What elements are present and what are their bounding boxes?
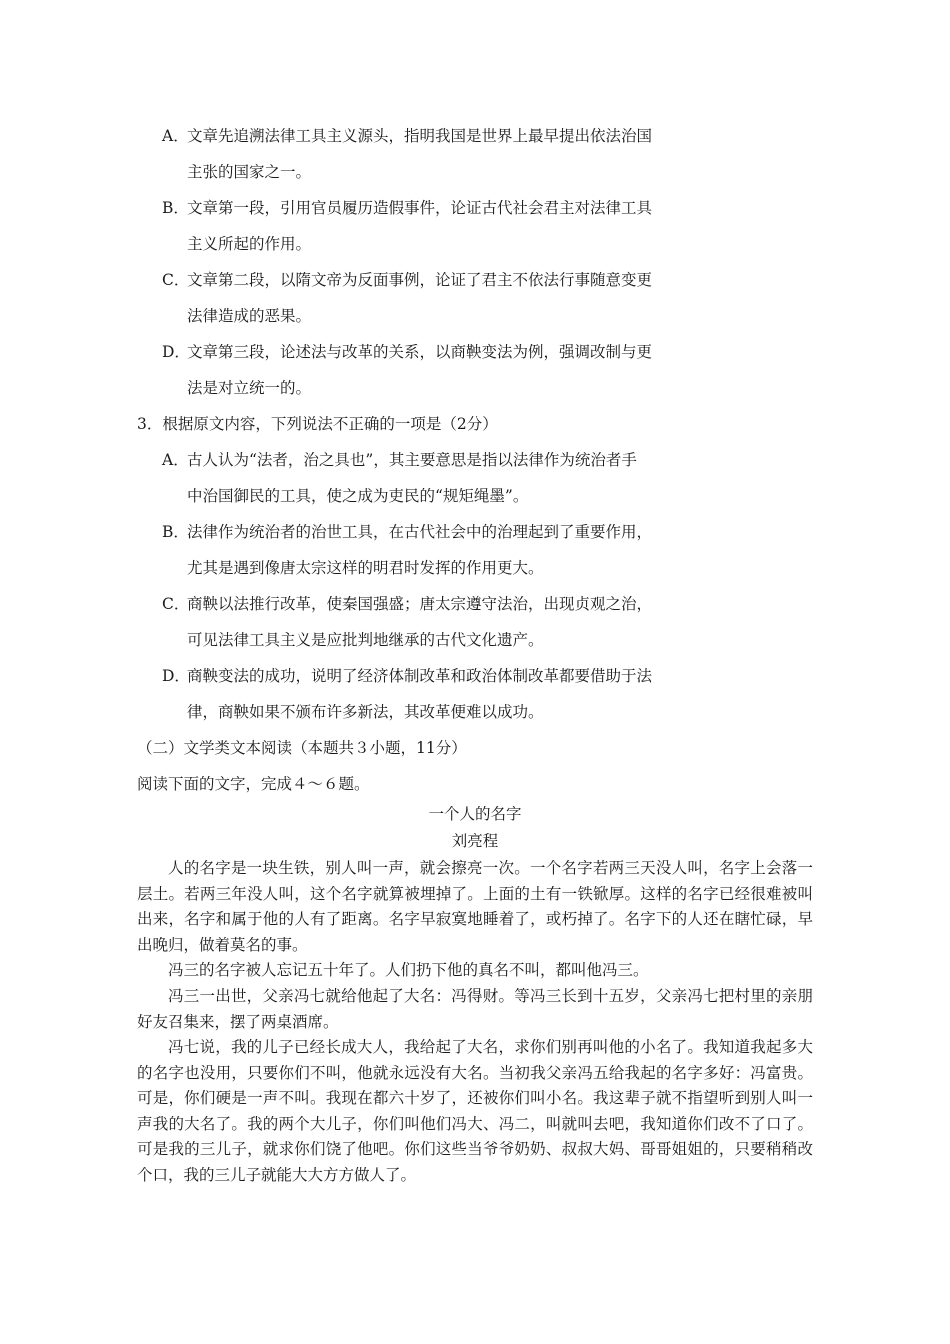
option-text: 商鞅变法的成功，说明了经济体制改革和政治体制改革都要借助于法 [187, 667, 653, 685]
article-author: 刘亮程 [451, 832, 499, 850]
option-text: 文章第一段，引用官员履历造假事件，论证古代社会君主对法律工具 [187, 199, 653, 217]
article-paragraph-3: 冯三一出世，父亲冯七就给他起了大名：冯得财。等冯三长到十五岁，父亲冯七把村里的亲朋好友召集来，摆了两桌酒席。 [137, 987, 813, 1031]
option-label: A． [162, 127, 189, 145]
option-text: 文章第二段，以隋文帝为反面事例，论证了君主不依法行事随意变更 [187, 271, 653, 289]
option-label: B． [162, 523, 189, 541]
article-paragraph-4: 冯七说，我的儿子已经长成大人，我给起了大名，求你们别再叫他的小名了。我知道我起多大的名字也没用，只要你们不叫，他就永远没有大名。当初我父亲冯五给我起的名字多好：冯富贵。可是，你们硬是一声不叫。我现在都六十岁了，还被你们叫小名。我这辈子就不指望听到别人叫一声我的大名了。我的两个大儿子，你们叫他们冯大、冯二，叫就叫去吧，我知道你们改不了口了。可是我的三儿子，就求你们饶了他吧。你们这些当爷爷奶奶、叔叔大妈、哥哥姐姐的，只要稍稍改个口，我的三儿子就能大大方方做人了。 [137, 1038, 813, 1184]
option-label: D． [162, 667, 190, 685]
option-label: C． [162, 595, 190, 613]
option-text-cont: 主义所起的作用。 [187, 235, 312, 253]
option-label: C． [162, 271, 190, 289]
option-text-cont: 尤其是遇到像唐太宗这样的明君时发挥的作用更大。 [187, 559, 544, 577]
option-text: 法律作为统治者的治世工具，在古代社会中的治理起到了重要作用， [187, 523, 653, 541]
article-paragraph-1: 人的名字是一块生铁，别人叫一声，就会擦亮一次。一个名字若两三天没人叫，名字上会落一层土。若两三年没人叫，这个名字就算被埋掉了。上面的土有一铁锨厚。这样的名字已经很难被叫出来，名字和属于他的人有了距离。名字早寂寞地睡着了，或朽掉了。名字下的人还在瞎忙碌，早出晚归，做着莫名的事。 [137, 859, 813, 954]
option-label: A． [162, 451, 189, 469]
option-label: B． [162, 199, 189, 217]
option-text-cont: 中治国御民的工具，使之成为吏民的“规矩绳墨”。 [187, 487, 529, 505]
article-paragraph-2: 冯三的名字被人忘记五十年了。人们扔下他的真名不叫，都叫他冯三。 [168, 961, 649, 979]
section-heading: （二）文学类文本阅读（本题共３小题，11分） [137, 739, 467, 757]
option-text-cont: 可见法律工具主义是应批判地继承的古代文化遗产。 [187, 631, 544, 649]
option-text: 文章先追溯法律工具主义源头，指明我国是世界上最早提出依法治国 [187, 127, 653, 145]
option-text-cont: 法是对立统一的。 [187, 379, 312, 397]
option-text-cont: 主张的国家之一。 [187, 163, 312, 181]
section-instruction: 阅读下面的文字，完成４～６题。 [137, 775, 370, 793]
question-3-stem: 3．根据原文内容，下列说法不正确的一项是（2分） [137, 415, 498, 433]
article-title: 一个人的名字 [428, 805, 522, 823]
option-text-cont: 律，商鞅如果不颁布许多新法，其改革便难以成功。 [187, 703, 544, 721]
option-text: 商鞅以法推行改革，使秦国强盛；唐太宗遵守法治，出现贞观之治， [187, 595, 653, 613]
option-label: D． [162, 343, 190, 361]
option-text: 古人认为“法者，治之具也”，其主要意思是指以法律作为统治者手 [187, 451, 637, 469]
option-text: 文章第三段，论述法与改革的关系，以商鞅变法为例，强调改制与更 [187, 343, 653, 361]
option-text-cont: 法律造成的恶果。 [187, 307, 312, 325]
